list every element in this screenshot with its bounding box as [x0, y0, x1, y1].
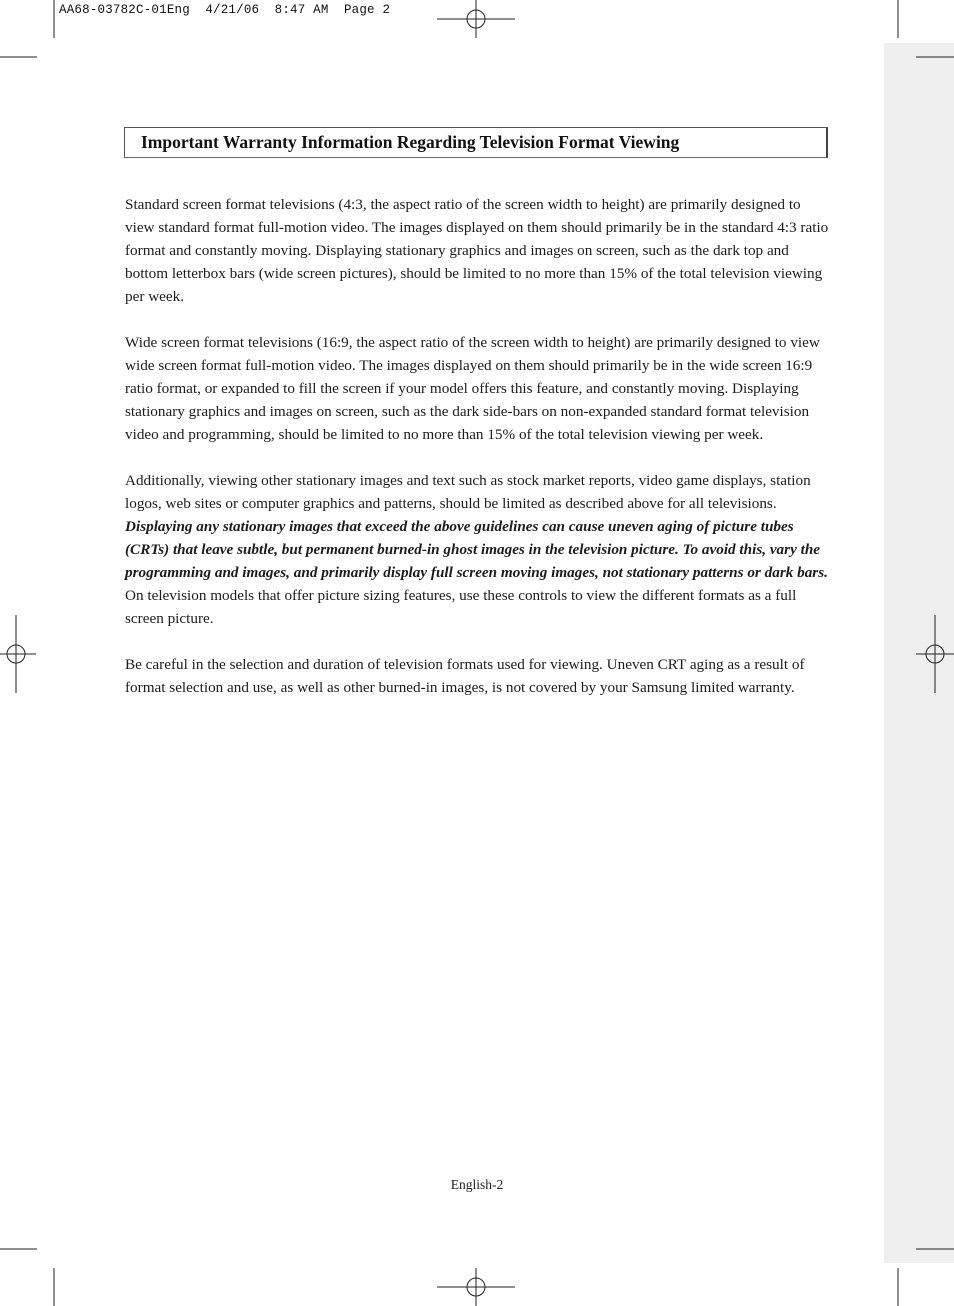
paragraph-stationary-images: [125, 469, 831, 630]
paragraph-stationary-intro: Additionally, viewing other stationary images and text such as stock market reports, video game displays, station logos, web sites or computer graphics and patterns, should be limited as described above for all televisions.: [125, 472, 811, 512]
burn-in-warning: Displaying any stationary images that exceed the above guidelines can cause uneven aging of picture tubes (CRTs) that leave subtle, but permanent burned-in ghost images in the television picture. To avoid this, vary the programming and images, and primarily display full screen moving images, not stationary patterns or dark bars.: [125, 518, 828, 581]
paragraph-wide-screen-format: Wide screen format televisions (16:9, the aspect ratio of the screen width to height) are primarily designed to view wide screen format full-motion video. The images displayed on them should primarily be in the wide screen 16:9 ratio format, or expanded to fill the screen if your model offers this feature, and constantly moving. Displaying stationary graphics and images on screen, such as the dark side-bars on non-expanded standard format television video and programming, should be limited to no more than 15% of the total television viewing per week.: [125, 334, 820, 443]
paragraph-standard-format: Standard screen format televisions (4:3, the aspect ratio of the screen width to height) are primarily designed to view standard format full-motion video. The images displayed on them should primarily be in the standard 4:3 ratio format and constantly moving. Displaying stationary graphics and images on screen, such as the dark top and bottom letterbox bars (wide screen pictures), should be limited to no more than 15% of the total television viewing per week.: [125, 196, 829, 305]
warranty-body: [125, 193, 831, 722]
paragraph-stationary-outro: On television models that offer picture sizing features, use these controls to view the different formats as a full screen picture.: [125, 587, 797, 627]
page-margin-strip: [884, 43, 954, 1263]
paragraph-warranty-coverage: Be careful in the selection and duration of television formats used for viewing. Uneven CRT aging as a result of format selection and use, as well as other burned-in images, is not covered by your Samsung limited warranty.: [125, 656, 805, 696]
page-number: English-2: [450, 1177, 504, 1192]
page-title: Important Warranty Information Regarding Television Format Viewing: [141, 132, 680, 152]
print-slug-line: AA68-03782C-01Eng 4/21/06 8:47 AM Page 2: [59, 3, 391, 17]
section-title-box: [124, 127, 828, 158]
